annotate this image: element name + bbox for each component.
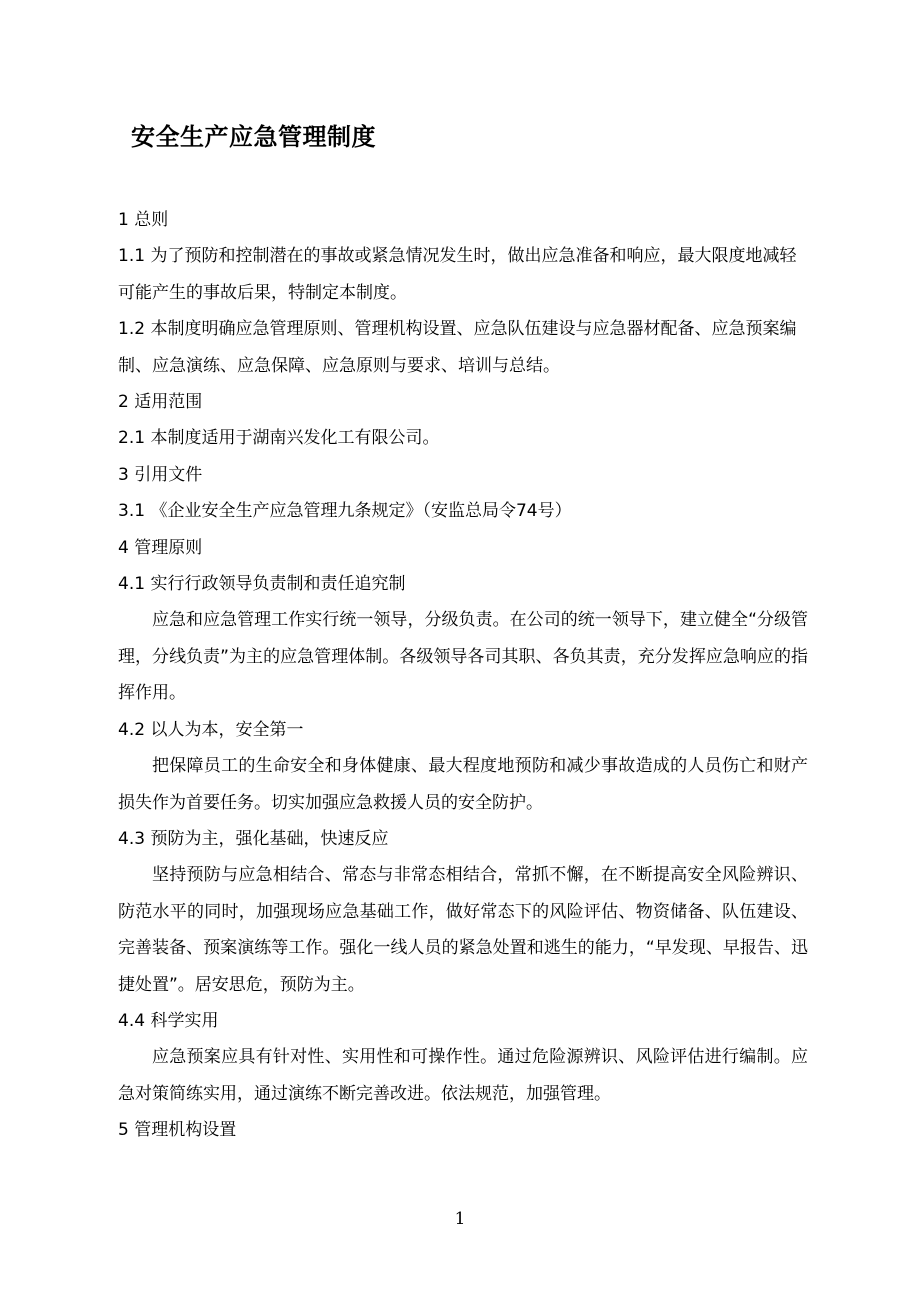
- section-heading-general: 1 总则: [118, 210, 169, 230]
- clause-4-4: 4.4 科学实用: [118, 1010, 219, 1031]
- clause-1-1: 1.1 为了预防和控制潜在的事故或紧急情况发生时，做出应急准备和响应，最大限度地减轻可能产生的事故后果，特制定本制度。: [118, 246, 797, 303]
- section-heading-scope: 2 适用范围: [118, 392, 203, 413]
- clause-4-3: 4.3 预防为主，强化基础，快速反应: [118, 828, 389, 849]
- paragraph-4-1: 应急和应急管理工作实行统一领导，分级负责。在公司的统一领导下，建立健全“分级管理，分线负责”为主的应急管理体制。各级领导各司其职、各负其责，充分发挥应急响应的指挥作用。: [118, 610, 808, 704]
- clause-1-2: 1.2 本制度明确应急管理原则、管理机构设置、应急队伍建设与应急器材配备、应急预案编制、应急演练、应急保障、应急原则与要求、培训与总结。: [118, 319, 797, 376]
- paragraph-4-4: 应急预案应具有针对性、实用性和可操作性。通过危险源辨识、风险评估进行编制。应急对策简练实用，通过演练不断完善改进。依法规范，加强管理。: [118, 1047, 808, 1104]
- clause-3-1: 3.1 《企业安全生产应急管理九条规定》（安监总局令74号）: [118, 501, 572, 522]
- document-title: 安全生产应急管理制度: [131, 123, 376, 151]
- section-heading-organization: 5 管理机构设置: [118, 1120, 237, 1141]
- clause-4-2: 4.2 以人为本，安全第一: [118, 719, 304, 740]
- clause-2-1: 2.1 本制度适用于湖南兴发化工有限公司。: [118, 428, 440, 449]
- document-body: [118, 202, 808, 1149]
- section-heading-references: 3 引用文件: [118, 464, 203, 485]
- paragraph-4-3: 坚持预防与应急相结合、常态与非常态相结合，常抓不懈，在不断提高安全风险辨识、防范水平的同时，加强现场应急基础工作，做好常态下的风险评估、物资储备、队伍建设、完善装备、预案演练等工作。强化一线人员的紧急处置和逃生的能力，“早发现、早报告、迅捷处置”。居安思危，预防为主。: [118, 865, 808, 995]
- section-heading-principles: 4 管理原则: [118, 537, 203, 558]
- page-number: 1: [454, 1209, 466, 1229]
- clause-4-1: 4.1 实行行政领导负责制和责任追究制: [118, 574, 406, 595]
- paragraph-4-2: 把保障员工的生命安全和身体健康、最大程度地预防和减少事故造成的人员伤亡和财产损失作为首要任务。切实加强应急救援人员的安全防护。: [118, 756, 808, 813]
